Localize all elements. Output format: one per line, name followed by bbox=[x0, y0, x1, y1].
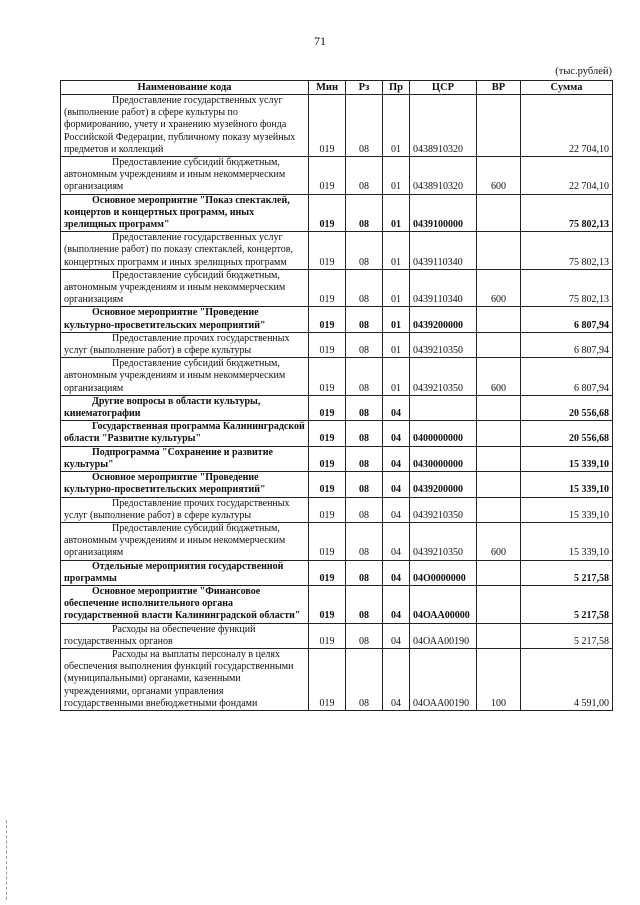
table-header-row bbox=[61, 81, 613, 95]
cell-sum: 20 556,68 bbox=[521, 421, 613, 446]
table-row bbox=[61, 497, 613, 522]
cell-sum: 75 802,13 bbox=[521, 194, 613, 232]
cell-name bbox=[61, 560, 309, 585]
cell-rz: 08 bbox=[346, 95, 383, 157]
cell-vr bbox=[477, 497, 521, 522]
cell-vr bbox=[477, 623, 521, 648]
cell-vr bbox=[477, 194, 521, 232]
cell-name bbox=[61, 358, 309, 396]
cell-sum: 15 339,10 bbox=[521, 446, 613, 471]
cell-rz: 08 bbox=[346, 157, 383, 195]
cell-csr: 0438910320 bbox=[410, 157, 477, 195]
row-name-text: Отдельные мероприятия государственной программы bbox=[64, 560, 284, 584]
cell-vr bbox=[477, 332, 521, 357]
cell-sum: 5 217,58 bbox=[521, 560, 613, 585]
row-name-text: Предоставление субсидий бюджетным, автономным учреждениям и иным некоммерческим организациям bbox=[64, 522, 286, 559]
cell-pr: 04 bbox=[383, 522, 410, 560]
cell-rz: 08 bbox=[346, 421, 383, 446]
cell-rz: 08 bbox=[346, 232, 383, 270]
row-name-text: Предоставление субсидий бюджетным, автономным учреждениям и иным некоммерческим организациям bbox=[64, 269, 286, 306]
table-row bbox=[61, 269, 613, 307]
cell-csr: 0439110340 bbox=[410, 232, 477, 270]
cell-rz: 08 bbox=[346, 497, 383, 522]
cell-csr: 0439210350 bbox=[410, 522, 477, 560]
cell-min: 019 bbox=[309, 232, 346, 270]
cell-rz: 08 bbox=[346, 332, 383, 357]
table-row bbox=[61, 623, 613, 648]
cell-sum: 15 339,10 bbox=[521, 497, 613, 522]
cell-sum: 5 217,58 bbox=[521, 585, 613, 623]
cell-rz: 08 bbox=[346, 395, 383, 420]
row-name-text: Предоставление государственных услуг (выполнение работ) по показу спектаклей, концертов, концертных программ и иных зрелищных программ bbox=[64, 232, 293, 268]
cell-vr bbox=[477, 421, 521, 446]
cell-name bbox=[61, 269, 309, 307]
cell-vr bbox=[477, 95, 521, 157]
cell-csr: 0430000000 bbox=[410, 446, 477, 471]
cell-pr: 01 bbox=[383, 232, 410, 270]
cell-pr: 04 bbox=[383, 623, 410, 648]
cell-pr: 01 bbox=[383, 332, 410, 357]
cell-name bbox=[61, 472, 309, 497]
table-row bbox=[61, 648, 613, 710]
cell-csr: 0439210350 bbox=[410, 332, 477, 357]
scan-margin-mark bbox=[6, 820, 8, 900]
cell-pr: 01 bbox=[383, 307, 410, 332]
header-min: Мин bbox=[309, 81, 346, 95]
row-name-text: Основное мероприятие "Проведение культурно-просветительских мероприятий" bbox=[64, 307, 266, 331]
cell-name bbox=[61, 648, 309, 710]
cell-pr: 01 bbox=[383, 358, 410, 396]
cell-sum: 22 704,10 bbox=[521, 95, 613, 157]
cell-name bbox=[61, 194, 309, 232]
cell-csr: 0439210350 bbox=[410, 358, 477, 396]
cell-rz: 08 bbox=[346, 307, 383, 332]
row-name-text: Государственная программа Калининградской области "Развитие культуры" bbox=[64, 421, 305, 445]
cell-vr bbox=[477, 585, 521, 623]
cell-min: 019 bbox=[309, 421, 346, 446]
row-name-text: Подпрограмма "Сохранение и развитие культуры" bbox=[64, 446, 273, 470]
units-label: (тыс.рублей) bbox=[555, 66, 612, 77]
cell-min: 019 bbox=[309, 95, 346, 157]
cell-csr: 0439200000 bbox=[410, 307, 477, 332]
row-name-text: Предоставление субсидий бюджетным, автономным учреждениям и иным некоммерческим организациям bbox=[64, 358, 286, 394]
table-row bbox=[61, 446, 613, 471]
cell-min: 019 bbox=[309, 395, 346, 420]
cell-pr: 01 bbox=[383, 157, 410, 195]
header-vr: ВР bbox=[477, 81, 521, 95]
cell-pr: 01 bbox=[383, 194, 410, 232]
cell-min: 019 bbox=[309, 522, 346, 560]
cell-pr: 01 bbox=[383, 269, 410, 307]
cell-pr: 04 bbox=[383, 421, 410, 446]
cell-pr: 04 bbox=[383, 395, 410, 420]
cell-min: 019 bbox=[309, 497, 346, 522]
cell-sum: 6 807,94 bbox=[521, 307, 613, 332]
cell-min: 019 bbox=[309, 269, 346, 307]
cell-vr: 100 bbox=[477, 648, 521, 710]
header-csr: ЦСР bbox=[410, 81, 477, 95]
cell-csr: 0438910320 bbox=[410, 95, 477, 157]
cell-min: 019 bbox=[309, 157, 346, 195]
cell-name bbox=[61, 585, 309, 623]
cell-rz: 08 bbox=[346, 472, 383, 497]
cell-sum: 75 802,13 bbox=[521, 269, 613, 307]
cell-sum: 15 339,10 bbox=[521, 522, 613, 560]
cell-rz: 08 bbox=[346, 522, 383, 560]
cell-name bbox=[61, 446, 309, 471]
table-row bbox=[61, 232, 613, 270]
cell-sum: 15 339,10 bbox=[521, 472, 613, 497]
cell-csr: 04О0000000 bbox=[410, 560, 477, 585]
table-row bbox=[61, 358, 613, 396]
budget-table bbox=[60, 80, 613, 711]
cell-name bbox=[61, 421, 309, 446]
cell-name bbox=[61, 307, 309, 332]
row-name-text: Предоставление прочих государственных услуг (выполнение работ) в сфере культуры bbox=[64, 497, 290, 521]
cell-pr: 04 bbox=[383, 497, 410, 522]
cell-rz: 08 bbox=[346, 623, 383, 648]
table-row bbox=[61, 560, 613, 585]
cell-csr: 0439100000 bbox=[410, 194, 477, 232]
table-row bbox=[61, 421, 613, 446]
header-pr: Пр bbox=[383, 81, 410, 95]
cell-name bbox=[61, 332, 309, 357]
cell-name bbox=[61, 232, 309, 270]
cell-sum: 5 217,58 bbox=[521, 623, 613, 648]
cell-vr: 600 bbox=[477, 522, 521, 560]
cell-vr bbox=[477, 446, 521, 471]
table-row bbox=[61, 157, 613, 195]
cell-csr: 04ОАА00190 bbox=[410, 623, 477, 648]
cell-name bbox=[61, 497, 309, 522]
table-row bbox=[61, 522, 613, 560]
cell-vr: 600 bbox=[477, 358, 521, 396]
cell-csr: 04ОАА00000 bbox=[410, 585, 477, 623]
cell-csr: 0439210350 bbox=[410, 497, 477, 522]
cell-sum: 6 807,94 bbox=[521, 332, 613, 357]
cell-vr bbox=[477, 232, 521, 270]
table-row bbox=[61, 585, 613, 623]
cell-sum: 6 807,94 bbox=[521, 358, 613, 396]
cell-name bbox=[61, 395, 309, 420]
cell-sum: 75 802,13 bbox=[521, 232, 613, 270]
cell-vr bbox=[477, 395, 521, 420]
cell-vr: 600 bbox=[477, 269, 521, 307]
cell-rz: 08 bbox=[346, 269, 383, 307]
cell-vr bbox=[477, 307, 521, 332]
cell-rz: 08 bbox=[346, 358, 383, 396]
cell-pr: 04 bbox=[383, 585, 410, 623]
cell-rz: 08 bbox=[346, 560, 383, 585]
row-name-text: Основное мероприятие "Показ спектаклей, концертов и концертных программ, иных зрелищных программ" bbox=[64, 194, 290, 231]
cell-csr: 0439200000 bbox=[410, 472, 477, 497]
cell-csr: 0439110340 bbox=[410, 269, 477, 307]
cell-vr: 600 bbox=[477, 157, 521, 195]
cell-min: 019 bbox=[309, 332, 346, 357]
cell-min: 019 bbox=[309, 585, 346, 623]
row-name-text: Расходы на выплаты персоналу в целях обеспечения выполнения функций государственными (муниципальными) органами, казенными учреждениями, органами управления государственными внебюджетными фондами bbox=[64, 648, 294, 709]
cell-min: 019 bbox=[309, 446, 346, 471]
cell-name bbox=[61, 522, 309, 560]
table-row bbox=[61, 332, 613, 357]
cell-vr bbox=[477, 560, 521, 585]
row-name-text: Предоставление прочих государственных услуг (выполнение работ) в сфере культуры bbox=[64, 332, 290, 357]
cell-min: 019 bbox=[309, 358, 346, 396]
cell-rz: 08 bbox=[346, 648, 383, 710]
cell-pr: 04 bbox=[383, 648, 410, 710]
cell-pr: 01 bbox=[383, 95, 410, 157]
cell-name bbox=[61, 95, 309, 157]
table-row bbox=[61, 194, 613, 232]
header-sum: Сумма bbox=[521, 81, 613, 95]
cell-csr: 0400000000 bbox=[410, 421, 477, 446]
cell-min: 019 bbox=[309, 307, 346, 332]
row-name-text: Основное мероприятие "Проведение культурно-просветительских мероприятий" bbox=[64, 472, 266, 496]
cell-min: 019 bbox=[309, 648, 346, 710]
row-name-text: Основное мероприятие "Финансовое обеспечение исполнительного органа государственной власти Калининградской области" bbox=[64, 585, 301, 622]
cell-min: 019 bbox=[309, 472, 346, 497]
cell-pr: 04 bbox=[383, 472, 410, 497]
cell-pr: 04 bbox=[383, 560, 410, 585]
table-row bbox=[61, 307, 613, 332]
cell-sum: 20 556,68 bbox=[521, 395, 613, 420]
cell-rz: 08 bbox=[346, 446, 383, 471]
row-name-text: Расходы на обеспечение функций государственных органов bbox=[64, 623, 256, 647]
cell-min: 019 bbox=[309, 623, 346, 648]
table-row bbox=[61, 472, 613, 497]
cell-csr: 04ОАА00190 bbox=[410, 648, 477, 710]
table-row bbox=[61, 95, 613, 157]
row-name-text: Другие вопросы в области культуры, кинематографии bbox=[64, 395, 261, 420]
cell-sum: 4 591,00 bbox=[521, 648, 613, 710]
cell-sum: 22 704,10 bbox=[521, 157, 613, 195]
cell-rz: 08 bbox=[346, 194, 383, 232]
page-number: 71 bbox=[314, 34, 326, 48]
row-name-text: Предоставление государственных услуг (выполнение работ) в сфере культуры по формированию, учету и хранению музейного фонда Российской Федерации, публичному показу музейных предметов и коллекций bbox=[64, 95, 296, 155]
cell-pr: 04 bbox=[383, 446, 410, 471]
row-name-text: Предоставление субсидий бюджетным, автономным учреждениям и иным некоммерческим организациям bbox=[64, 157, 286, 193]
cell-min: 019 bbox=[309, 560, 346, 585]
header-name: Наименование кода bbox=[61, 81, 309, 95]
cell-name bbox=[61, 623, 309, 648]
cell-csr bbox=[410, 395, 477, 420]
header-rz: Рз bbox=[346, 81, 383, 95]
cell-vr bbox=[477, 472, 521, 497]
cell-name bbox=[61, 157, 309, 195]
table-row bbox=[61, 395, 613, 420]
cell-min: 019 bbox=[309, 194, 346, 232]
cell-rz: 08 bbox=[346, 585, 383, 623]
